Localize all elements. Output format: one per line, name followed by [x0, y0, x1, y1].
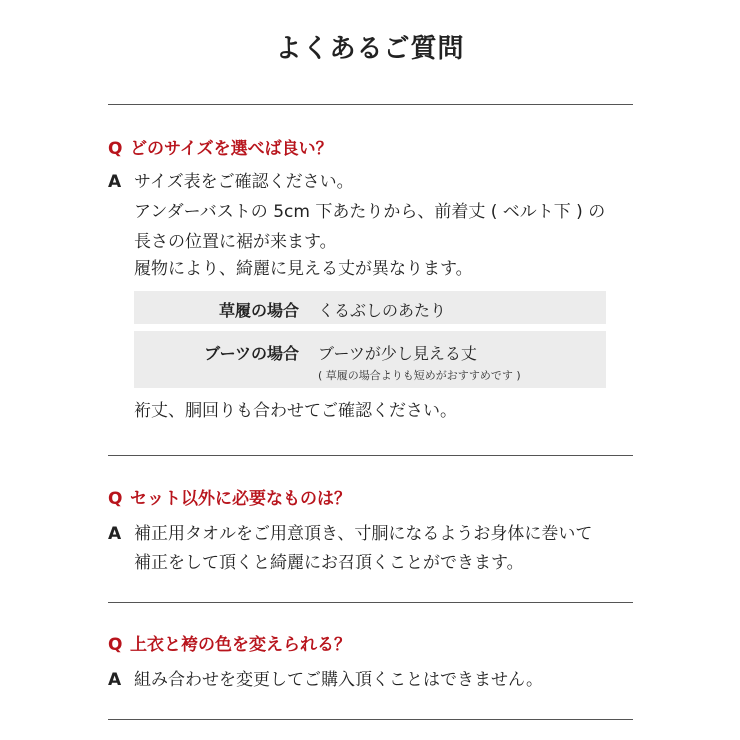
- question-text: どのサイズを選べば良い？: [130, 139, 333, 159]
- divider: [108, 104, 633, 105]
- footwear-value: くるぶしのあたり: [318, 301, 447, 320]
- divider: [108, 455, 633, 456]
- q-marker: Q: [108, 139, 123, 159]
- faq3-question: [108, 630, 351, 655]
- footwear-note: ( 草履の場合よりも短めがおすすめです ): [318, 369, 521, 382]
- faq1-answer-line-2: アンダーバストの 5cm 下あたりから、前着丈 ( ベルト下 ) の: [134, 202, 606, 222]
- q-marker: Q: [108, 489, 123, 509]
- a-marker: A: [108, 524, 122, 544]
- faq2-answer-line-1: 補正用タオルをご用意頂き、寸胴になるようお身体に巻いて: [134, 524, 593, 544]
- footwear-value: ブーツが少し見える丈: [318, 344, 477, 363]
- question-text: セット以外に必要なものは？: [130, 489, 351, 509]
- faq2-question: [108, 484, 351, 509]
- question-text: 上衣と袴の色を変えられる？: [130, 635, 351, 655]
- q-marker: Q: [108, 635, 123, 655]
- divider: [108, 602, 633, 603]
- a-marker: A: [108, 172, 122, 192]
- divider: [108, 719, 633, 720]
- page-title: よくあるご質問: [275, 34, 465, 64]
- faq1-footer: 裄丈、胴回りも合わせてご確認ください。: [134, 401, 457, 421]
- faq1-answer-line-1: サイズ表をご確認ください。: [134, 172, 354, 192]
- faq1-question: [108, 134, 333, 159]
- faq2-answer-line-2: 補正をして頂くと綺麗にお召頂くことができます。: [134, 553, 524, 573]
- faq3-answer-line-1: 組み合わせを変更してご購入頂くことはできません。: [134, 670, 544, 690]
- faq1-answer-line-3: 長さの位置に裾が来ます。: [134, 232, 337, 252]
- footwear-row-boots: [134, 331, 606, 388]
- a-marker: A: [108, 670, 122, 690]
- footwear-row-zori: [134, 291, 606, 324]
- footwear-label: 草履の場合: [218, 301, 299, 320]
- footwear-label: ブーツの場合: [204, 344, 299, 363]
- faq1-answer-line-4: 履物により、綺麗に見える丈が異なります。: [134, 259, 473, 279]
